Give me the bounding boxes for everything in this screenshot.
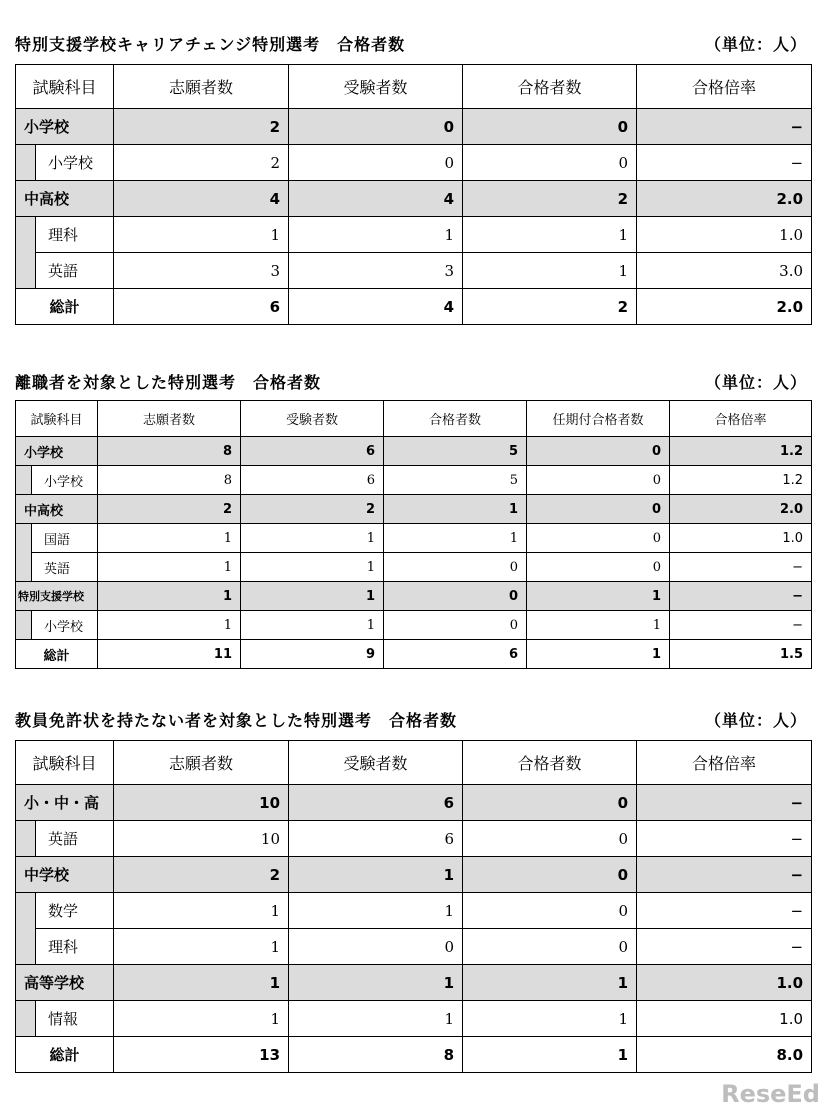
cell-passed: 0: [463, 893, 637, 929]
header-ratio: 合格倍率: [637, 741, 812, 785]
row-label: 総計: [16, 289, 114, 325]
cell-passed: 0: [463, 821, 637, 857]
cell-ratio: 8.0: [637, 1037, 812, 1073]
row-label: 理科: [36, 929, 114, 965]
indent-cell: [16, 524, 32, 553]
cell-passed: 2: [463, 181, 637, 217]
row-label: 特別支援学校: [16, 582, 98, 611]
cell-ratio: −: [637, 145, 812, 181]
cell-examinees: 0: [289, 109, 463, 145]
cell-ratio: −: [637, 109, 812, 145]
cell-ratio: 1.5: [670, 640, 812, 669]
cell-applicants: 8: [98, 437, 241, 466]
cell-examinees: 4: [289, 181, 463, 217]
row-label: 中高校: [16, 495, 98, 524]
indent-cell: [16, 253, 36, 289]
row-label: 小・中・高: [16, 785, 114, 821]
cell-examinees: 1: [289, 217, 463, 253]
header-passed: 合格者数: [463, 741, 637, 785]
cell-applicants: 1: [114, 1001, 289, 1037]
cell-examinees: 1: [289, 893, 463, 929]
row-label: 小学校: [32, 466, 98, 495]
table-row: [16, 965, 812, 1001]
row-label: 小学校: [16, 109, 114, 145]
table-row: [16, 821, 812, 857]
cell-ratio: −: [637, 821, 812, 857]
cell-applicants: 6: [114, 289, 289, 325]
header-subject: 試験科目: [16, 65, 114, 109]
cell-fixed-term: 1: [527, 640, 670, 669]
cell-fixed-term: 0: [527, 495, 670, 524]
cell-passed: 0: [463, 857, 637, 893]
header-applicants: 志願者数: [98, 401, 241, 437]
cell-applicants: 10: [114, 821, 289, 857]
cell-applicants: 10: [114, 785, 289, 821]
row-label: 英語: [36, 253, 114, 289]
cell-passed: 6: [384, 640, 527, 669]
table-row: [16, 181, 812, 217]
cell-passed: 5: [384, 437, 527, 466]
cell-ratio: −: [637, 893, 812, 929]
table-row: [16, 857, 812, 893]
cell-examinees: 1: [289, 965, 463, 1001]
cell-passed: 2: [463, 289, 637, 325]
cell-examinees: 1: [241, 582, 384, 611]
table-row: [16, 1001, 812, 1037]
section-title: 離職者を対象とした特別選考 合格者数: [15, 372, 322, 392]
cell-ratio: −: [637, 857, 812, 893]
watermark-logo: [721, 1080, 820, 1108]
row-label: 小学校: [36, 145, 114, 181]
cell-examinees: 6: [289, 785, 463, 821]
indent-cell: [16, 929, 36, 965]
cell-ratio: 1.0: [670, 524, 812, 553]
indent-cell: [16, 611, 32, 640]
cell-examinees: 4: [289, 289, 463, 325]
cell-examinees: 1: [241, 524, 384, 553]
cell-applicants: 1: [98, 611, 241, 640]
header-ratio: 合格倍率: [670, 401, 812, 437]
table-row: [16, 145, 812, 181]
cell-passed: 0: [384, 553, 527, 582]
cell-applicants: 2: [98, 495, 241, 524]
row-label: 国語: [32, 524, 98, 553]
indent-cell: [16, 893, 36, 929]
table-row-total: [16, 640, 812, 669]
row-label: 数学: [36, 893, 114, 929]
cell-passed: 1: [463, 217, 637, 253]
cell-ratio: −: [670, 611, 812, 640]
cell-passed: 0: [463, 109, 637, 145]
cell-applicants: 2: [114, 109, 289, 145]
table-section-no-license: [15, 704, 811, 1073]
table-row: [16, 495, 812, 524]
cell-examinees: 2: [241, 495, 384, 524]
table-row-total: [16, 1037, 812, 1073]
cell-applicants: 4: [114, 181, 289, 217]
section-title: 教員免許状を持たない者を対象とした特別選考 合格者数: [15, 710, 458, 730]
table-row: [16, 893, 812, 929]
cell-passed: 0: [463, 929, 637, 965]
indent-cell: [16, 217, 36, 253]
cell-examinees: 3: [289, 253, 463, 289]
table-row: [16, 466, 812, 495]
unit-label: （単位：人）: [704, 34, 807, 54]
table-row: [16, 582, 812, 611]
cell-applicants: 1: [98, 582, 241, 611]
header-examinees: 受験者数: [289, 65, 463, 109]
cell-applicants: 1: [98, 553, 241, 582]
row-label: 総計: [16, 1037, 114, 1073]
cell-ratio: 1.2: [670, 466, 812, 495]
header-examinees: 受験者数: [241, 401, 384, 437]
cell-passed: 1: [463, 965, 637, 1001]
cell-applicants: 2: [114, 857, 289, 893]
cell-examinees: 0: [289, 929, 463, 965]
cell-ratio: 1.0: [637, 1001, 812, 1037]
header-subject: 試験科目: [16, 741, 114, 785]
cell-applicants: 1: [114, 929, 289, 965]
cell-fixed-term: 1: [527, 611, 670, 640]
cell-passed: 0: [384, 582, 527, 611]
row-label: 小学校: [16, 437, 98, 466]
cell-applicants: 1: [114, 893, 289, 929]
indent-cell: [16, 1001, 36, 1037]
unit-label: （単位：人）: [704, 710, 807, 730]
row-label: 高等学校: [16, 965, 114, 1001]
cell-applicants: 2: [114, 145, 289, 181]
cell-applicants: 11: [98, 640, 241, 669]
header-subject: 試験科目: [16, 401, 98, 437]
cell-ratio: 2.0: [637, 289, 812, 325]
cell-ratio: 2.0: [637, 181, 812, 217]
cell-ratio: 2.0: [670, 495, 812, 524]
table-row: [16, 611, 812, 640]
indent-cell: [16, 145, 36, 181]
results-table: [15, 64, 812, 325]
cell-examinees: 6: [241, 466, 384, 495]
cell-examinees: 0: [289, 145, 463, 181]
cell-applicants: 3: [114, 253, 289, 289]
cell-passed: 1: [463, 1037, 637, 1073]
results-table: [15, 740, 812, 1073]
cell-applicants: 1: [114, 217, 289, 253]
cell-ratio: 3.0: [637, 253, 812, 289]
cell-examinees: 1: [289, 1001, 463, 1037]
cell-ratio: −: [637, 929, 812, 965]
table-row: [16, 437, 812, 466]
header-ratio: 合格倍率: [637, 65, 812, 109]
cell-ratio: 1.0: [637, 965, 812, 1001]
cell-applicants: 8: [98, 466, 241, 495]
cell-examinees: 1: [241, 553, 384, 582]
cell-fixed-term: 1: [527, 582, 670, 611]
row-label: 理科: [36, 217, 114, 253]
section-title-row: [15, 366, 811, 396]
table-row: [16, 929, 812, 965]
row-label: 情報: [36, 1001, 114, 1037]
table-row: [16, 553, 812, 582]
cell-examinees: 1: [241, 611, 384, 640]
cell-passed: 0: [463, 785, 637, 821]
cell-examinees: 1: [289, 857, 463, 893]
cell-fixed-term: 0: [527, 524, 670, 553]
unit-label: （単位：人）: [704, 372, 807, 392]
cell-examinees: 8: [289, 1037, 463, 1073]
section-title-row: [15, 704, 811, 734]
cell-fixed-term: 0: [527, 437, 670, 466]
row-label: 英語: [36, 821, 114, 857]
table-row: [16, 253, 812, 289]
row-label: 中高校: [16, 181, 114, 217]
header-examinees: 受験者数: [289, 741, 463, 785]
cell-ratio: −: [637, 785, 812, 821]
header-applicants: 志願者数: [114, 741, 289, 785]
header-applicants: 志願者数: [114, 65, 289, 109]
cell-ratio: −: [670, 553, 812, 582]
cell-passed: 1: [463, 253, 637, 289]
cell-fixed-term: 0: [527, 553, 670, 582]
watermark-text: ReseEd: [721, 1080, 820, 1108]
table-row: [16, 109, 812, 145]
cell-examinees: 6: [241, 437, 384, 466]
header-passed: 合格者数: [463, 65, 637, 109]
row-label: 小学校: [32, 611, 98, 640]
cell-fixed-term: 0: [527, 466, 670, 495]
cell-applicants: 1: [98, 524, 241, 553]
table-section-career-change: [15, 28, 811, 325]
cell-examinees: 9: [241, 640, 384, 669]
indent-cell: [16, 821, 36, 857]
cell-applicants: 13: [114, 1037, 289, 1073]
table-row: [16, 524, 812, 553]
table-section-former-employees: [15, 366, 811, 669]
indent-cell: [16, 553, 32, 582]
header-passed: 合格者数: [384, 401, 527, 437]
cell-passed: 5: [384, 466, 527, 495]
cell-ratio: 1.2: [670, 437, 812, 466]
cell-applicants: 1: [114, 965, 289, 1001]
cell-passed: 1: [384, 495, 527, 524]
table-row-total: [16, 289, 812, 325]
section-title-row: [15, 28, 811, 58]
results-table: [15, 400, 812, 669]
row-label: 中学校: [16, 857, 114, 893]
section-title: 特別支援学校キャリアチェンジ特別選考 合格者数: [15, 34, 406, 54]
cell-passed: 1: [463, 1001, 637, 1037]
cell-examinees: 6: [289, 821, 463, 857]
cell-passed: 1: [384, 524, 527, 553]
cell-passed: 0: [463, 145, 637, 181]
table-row: [16, 217, 812, 253]
header-fixed-term-passed: 任期付合格者数: [527, 401, 670, 437]
table-row: [16, 785, 812, 821]
indent-cell: [16, 466, 32, 495]
cell-passed: 0: [384, 611, 527, 640]
cell-ratio: 1.0: [637, 217, 812, 253]
row-label: 総計: [16, 640, 98, 669]
row-label: 英語: [32, 553, 98, 582]
cell-ratio: −: [670, 582, 812, 611]
